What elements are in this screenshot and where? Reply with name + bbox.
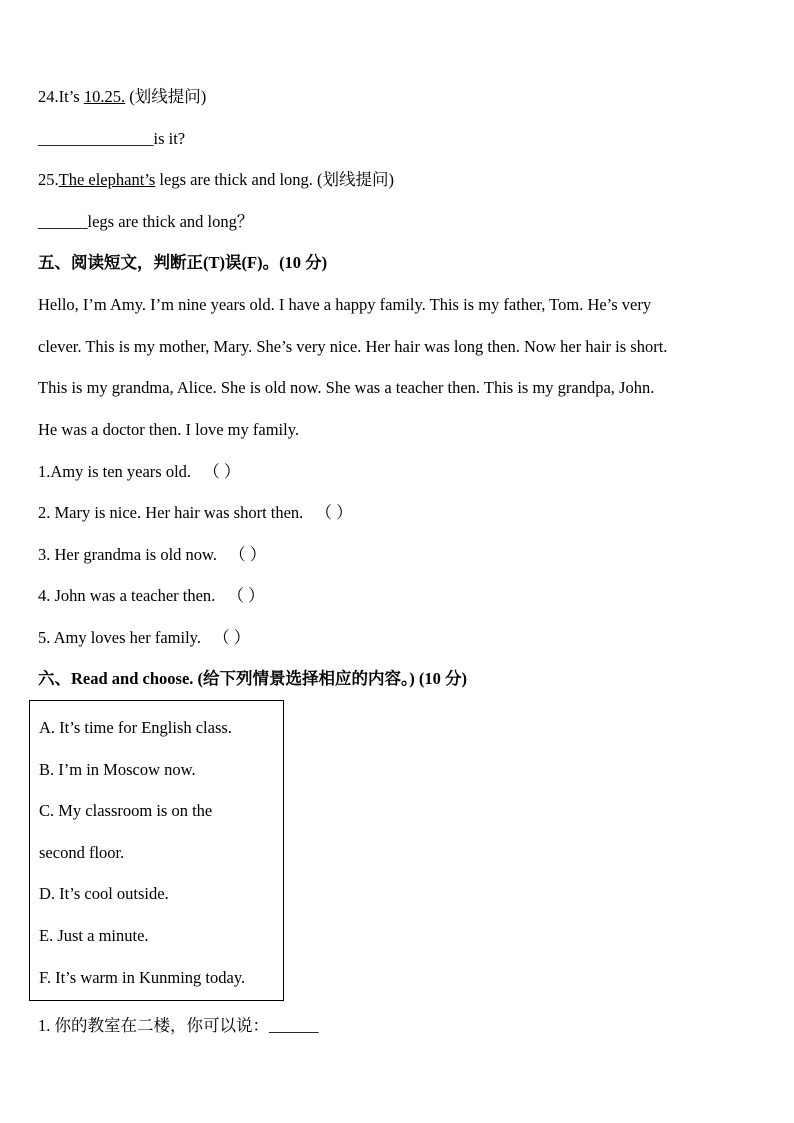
option-c-continued: second floor. [39,843,125,862]
question-24-answer [38,129,185,149]
tf-question-text: 5. Amy loves her family. [38,628,201,647]
option-d: D. It’s cool outside. [39,884,169,903]
answer-blank[interactable]: ______ [269,1016,319,1035]
tf-question [38,628,250,648]
question-25-answer [38,212,253,232]
options-box [29,700,284,1001]
section-6-title: 六、Read and choose. (给下列情景选择相应的内容。) (10 分) [38,669,467,688]
question-25-underlined: The elephant’s [58,170,156,189]
tf-question-text: 4. John was a teacher then. [38,586,216,605]
tf-question [38,545,266,565]
tf-question [38,503,353,523]
tf-question-text: 3. Her grandma is old now. [38,545,218,564]
question-25 [38,170,394,190]
question-24-underlined: 10.25. [83,87,126,106]
answer-blank[interactable]: ______ [38,212,88,231]
question-24 [38,87,206,107]
answer-parenthesis[interactable]: （ ） [315,503,353,522]
passage-line: Hello, I’m Amy. I’m nine years old. I have a happy family. This is my father, Tom. He’s very [38,295,652,314]
answer-blank[interactable]: ______________ [38,129,154,148]
answer-parenthesis[interactable]: （ ） [213,628,251,647]
option-e: E. Just a minute. [39,926,149,945]
answer-tail: legs are thick and long？ [87,212,254,231]
choose-question [38,1016,319,1036]
question-25-num: 25. [38,170,59,189]
answer-parenthesis[interactable]: （ ） [229,545,267,564]
tf-question [38,462,240,482]
question-24-hint: (划线提问) [125,87,207,106]
option-f: F. It’s warm in Kunming today. [39,968,246,987]
section-5-title: 五、阅读短文，判断正(T)误(F)。(10 分) [38,253,328,272]
answer-tail: is it? [153,129,186,148]
answer-parenthesis[interactable]: （ ） [227,586,265,605]
question-25-rest: legs are thick and long. (划线提问) [155,170,395,189]
tf-question [38,586,265,606]
passage-line: This is my grandma, Alice. She is old now. She was a teacher then. This is my grandpa, John. [38,378,655,397]
passage-line: He was a doctor then. I love my family. [38,420,300,439]
option-a: A. It’s time for English class. [39,718,232,737]
option-c: C. My classroom is on the [39,801,213,820]
tf-question-text: 2. Mary is nice. Her hair was short then. [38,503,304,522]
passage-line: clever. This is my mother, Mary. She’s very nice. Her hair was long then. Now her hair is short. [38,337,668,356]
answer-parenthesis[interactable]: （ ） [203,462,241,481]
tf-question-text: 1.Amy is ten years old. [38,462,192,481]
option-b: B. I’m in Moscow now. [39,760,196,779]
choose-question-text: 1. 你的教室在二楼，你可以说： [38,1016,269,1035]
question-24-text: 24.It’s [38,87,84,106]
